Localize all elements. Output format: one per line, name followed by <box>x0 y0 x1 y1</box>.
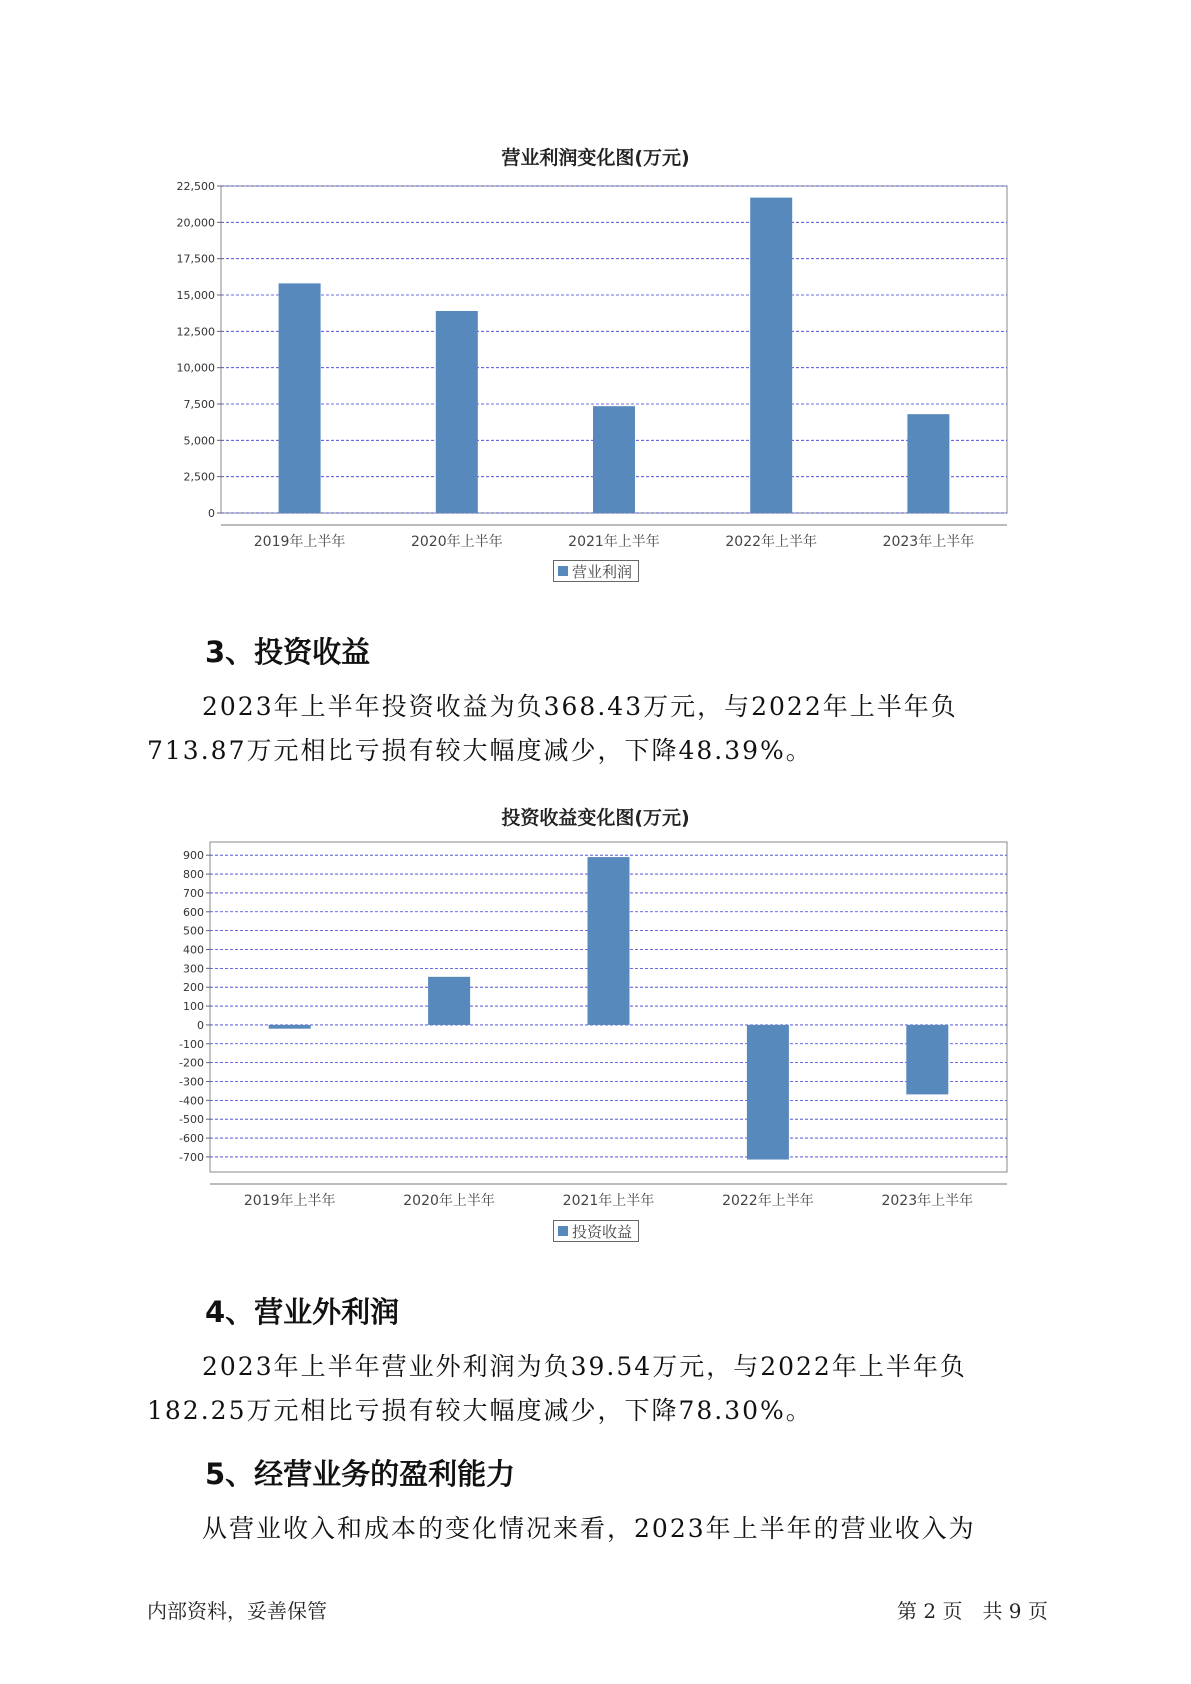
section-heading-nonoperating: 4、营业外利润 <box>205 1295 400 1329</box>
y-tick-label: -100 <box>179 1037 204 1051</box>
x-tick-label: 2020年上半年 <box>410 534 503 550</box>
y-tick-label: 900 <box>183 849 204 863</box>
x-tick-label: 2021年上半年 <box>562 1193 655 1209</box>
x-tick-label: 2020年上半年 <box>403 1193 495 1209</box>
x-tick-label: 2023年上半年 <box>882 534 975 550</box>
section-heading-investment: 3、投资收益 <box>205 635 371 669</box>
legend-label: 投资收益 <box>572 1222 633 1241</box>
y-tick-label: 100 <box>183 1000 204 1014</box>
legend-label: 营业利润 <box>572 562 633 581</box>
footer-page-number: 第 2 页 共 9 页 <box>897 1599 1048 1623</box>
y-tick-label: 800 <box>183 868 204 882</box>
x-tick-label: 2022年上半年 <box>725 534 818 550</box>
x-tick-label: 2022年上半年 <box>722 1193 814 1209</box>
y-tick-label: 700 <box>183 886 204 900</box>
section-paragraph-profitability: 从营业收入和成本的变化情况来看，2023年上半年的营业收入为 <box>202 1514 976 1543</box>
bar-2020年上半年 <box>428 977 470 1025</box>
chart2-title: 投资收益变化图(万元) <box>501 807 690 829</box>
section-paragraph-investment: 2023年上半年投资收益为负368.43万元，与2022年上半年负713.87万元相比亏损有较大幅度减少，下降48.39%。 <box>147 692 958 765</box>
bar-2022年上半年 <box>747 1025 789 1160</box>
y-tick-label: -600 <box>179 1132 204 1146</box>
footer-confidential-note: 内部资料，妥善保管 <box>147 1599 327 1623</box>
bar-2023年上半年 <box>906 1025 948 1094</box>
y-tick-label: 400 <box>183 943 204 957</box>
y-tick-label: 12,500 <box>176 325 215 339</box>
y-tick-label: -500 <box>179 1113 204 1127</box>
y-tick-label: 0 <box>197 1018 204 1032</box>
y-tick-label: 7,500 <box>183 398 215 411</box>
x-tick-label: 2023年上半年 <box>881 1193 974 1209</box>
y-tick-label: 5,000 <box>183 434 215 448</box>
y-tick-label: -300 <box>179 1075 204 1089</box>
y-tick-label: 15,000 <box>176 289 215 302</box>
x-tick-label: 2021年上半年 <box>568 534 660 550</box>
y-tick-label: 2,500 <box>183 470 215 484</box>
y-tick-label: 600 <box>183 905 204 919</box>
x-tick-label: 2019年上半年 <box>253 534 346 550</box>
bar-2019年上半年 <box>269 1025 311 1029</box>
section-paragraph-nonoperating: 2023年上半年营业外利润为负39.54万元，与2022年上半年负182.25万元相比亏损有较大幅度减少，下降78.30%。 <box>147 1352 967 1425</box>
legend-swatch <box>558 1226 568 1236</box>
y-tick-label: -400 <box>179 1094 204 1108</box>
y-tick-label: 0 <box>208 507 215 520</box>
section-heading-profitability: 5、经营业务的盈利能力 <box>205 1457 516 1491</box>
y-tick-label: 22,500 <box>176 180 215 193</box>
chart2-legend <box>553 1220 639 1242</box>
y-tick-label: 200 <box>183 981 204 995</box>
x-tick-label: 2019年上半年 <box>243 1193 336 1209</box>
bar-2021年上半年 <box>588 857 630 1025</box>
y-tick-label: -700 <box>179 1150 204 1164</box>
y-tick-label: -200 <box>179 1056 204 1070</box>
y-tick-label: 20,000 <box>176 216 215 230</box>
y-tick-label: 500 <box>183 924 204 938</box>
y-tick-label: 17,500 <box>176 252 215 266</box>
y-tick-label: 10,000 <box>176 361 215 375</box>
y-tick-label: 300 <box>183 962 204 976</box>
chart1-title: 营业利润变化图(万元) <box>501 147 690 169</box>
